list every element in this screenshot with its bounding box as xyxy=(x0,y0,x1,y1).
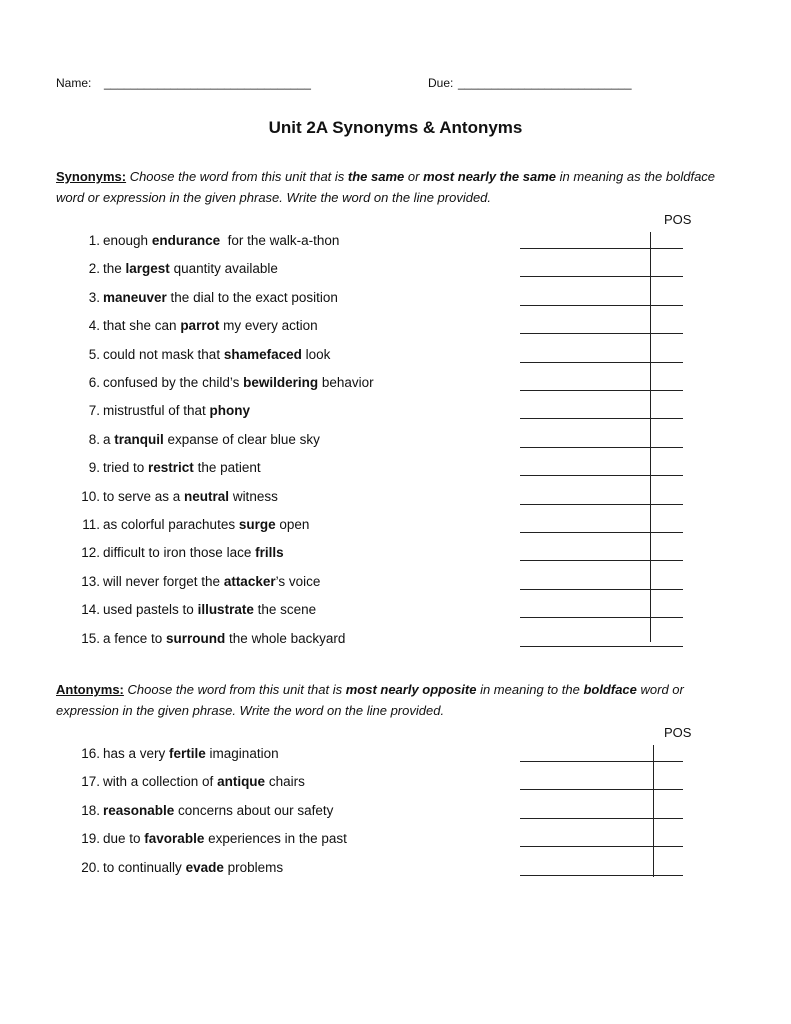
item-phrase-pre: enough xyxy=(103,233,152,248)
answer-line[interactable] xyxy=(520,617,683,618)
item-phrase-post: imagination xyxy=(205,746,279,761)
item-phrase-post: quantity available xyxy=(169,261,278,277)
item-phrase xyxy=(103,430,320,450)
item-boldface-word: phony xyxy=(209,403,251,419)
item-number: 5. xyxy=(88,346,100,362)
item-phrase-pre: a xyxy=(103,431,115,447)
item-number: 8. xyxy=(88,431,100,447)
item-phrase xyxy=(103,288,338,308)
item-phrase-post: ’s voice xyxy=(275,573,321,589)
item-phrase xyxy=(103,772,305,792)
antonyms-instr-d: boldface xyxy=(583,682,637,697)
item-phrase-pre: to continually xyxy=(103,859,186,875)
item-boldface-word: maneuver xyxy=(103,289,167,305)
due-label: Due: xyxy=(428,76,454,90)
item-phrase xyxy=(103,401,250,421)
antonyms-pos-label: POS xyxy=(664,725,692,740)
item-phrase-pre: used pastels to xyxy=(103,602,198,618)
synonyms-instructions xyxy=(56,166,736,208)
item-boldface-word: shamefaced xyxy=(223,346,302,362)
item-phrase-post: expanse of clear blue sky xyxy=(163,431,320,447)
item-phrase xyxy=(103,600,316,620)
item-phrase-post: the whole backyard xyxy=(225,630,346,646)
item-phrase-pre: tried to xyxy=(103,460,149,476)
answer-line[interactable] xyxy=(520,532,683,533)
item-boldface-word: largest xyxy=(125,261,170,277)
item-boldface-word: favorable xyxy=(144,831,205,847)
item-boldface-word: bewildering xyxy=(243,375,319,390)
antonyms-instructions xyxy=(56,679,736,721)
item-boldface-word: illustrate xyxy=(197,602,254,618)
item-number: 9. xyxy=(88,460,100,476)
answer-line[interactable] xyxy=(520,447,683,448)
name-label: Name: xyxy=(56,76,92,90)
item-phrase xyxy=(103,858,283,878)
answer-line[interactable] xyxy=(520,276,683,277)
item-number: 11. xyxy=(82,517,100,532)
answer-line[interactable] xyxy=(520,418,683,419)
item-boldface-word: surge xyxy=(238,517,276,532)
item-number: 7. xyxy=(88,403,100,419)
answer-line[interactable] xyxy=(520,362,683,363)
list-item xyxy=(56,458,516,478)
list-item xyxy=(56,829,516,849)
item-phrase xyxy=(103,629,345,649)
item-phrase-pre: to serve as a xyxy=(103,488,185,504)
item-phrase xyxy=(103,829,347,849)
antonyms-instr-b: most nearly opposite xyxy=(345,682,477,697)
item-number: 4. xyxy=(88,318,100,334)
answer-line[interactable] xyxy=(520,875,683,876)
item-phrase-post: problems xyxy=(223,859,284,875)
item-phrase-pre: will never forget the xyxy=(103,573,224,589)
due-field[interactable]: __________________________ xyxy=(458,76,632,90)
list-item xyxy=(56,515,516,535)
answer-line[interactable] xyxy=(520,646,683,647)
item-number: 10. xyxy=(81,488,100,504)
synonyms-instr-c: or xyxy=(404,169,424,184)
item-boldface-word: neutral xyxy=(184,488,230,504)
answer-line[interactable] xyxy=(520,333,683,334)
item-phrase-pre: difficult to iron those lace xyxy=(103,545,256,561)
item-phrase xyxy=(103,345,330,365)
answer-line[interactable] xyxy=(520,390,683,391)
item-number: 12. xyxy=(81,545,100,561)
answer-line[interactable] xyxy=(520,761,683,762)
item-phrase xyxy=(103,316,318,336)
answer-line[interactable] xyxy=(520,589,683,590)
item-phrase-pre: mistrustful of that xyxy=(103,403,210,419)
list-item xyxy=(56,401,516,421)
list-item xyxy=(56,543,516,563)
list-item xyxy=(56,572,516,592)
item-phrase xyxy=(103,487,278,507)
item-phrase-pre: could not mask that xyxy=(103,346,224,362)
item-phrase-pre: as colorful parachutes xyxy=(103,517,239,532)
item-phrase xyxy=(103,458,261,478)
list-item xyxy=(56,629,516,649)
item-number: 17. xyxy=(81,774,100,790)
item-phrase xyxy=(103,543,284,563)
item-boldface-word: surround xyxy=(166,630,226,646)
list-item xyxy=(56,231,516,251)
item-number: 19. xyxy=(81,831,100,847)
list-item xyxy=(56,600,516,620)
list-item xyxy=(56,316,516,336)
antonyms-pos-divider xyxy=(653,745,654,877)
item-boldface-word: restrict xyxy=(148,460,194,476)
item-phrase-post: the patient xyxy=(193,460,261,476)
item-phrase-pre: confused by the child’s xyxy=(103,375,244,390)
antonyms-instr-c: in meaning to the xyxy=(476,682,584,697)
item-phrase-post: the scene xyxy=(253,602,317,618)
synonyms-pos-divider xyxy=(650,232,651,642)
list-item xyxy=(56,858,516,878)
item-phrase-post: chairs xyxy=(265,774,305,790)
item-number: 13. xyxy=(81,573,100,589)
item-number: 1. xyxy=(88,233,100,248)
item-phrase-post: my every action xyxy=(219,318,318,334)
item-phrase-pre: that she can xyxy=(103,318,181,334)
item-phrase-post: open xyxy=(275,517,310,532)
answer-line[interactable] xyxy=(520,846,683,847)
list-item xyxy=(56,487,516,507)
item-phrase xyxy=(103,744,279,764)
antonyms-instr-e: word or expression in the given phrase. Write the word on the line provided. xyxy=(56,682,684,718)
item-boldface-word: endurance xyxy=(151,233,221,248)
item-phrase xyxy=(103,801,333,821)
list-item xyxy=(56,345,516,365)
item-phrase-post: concerns about our safety xyxy=(174,802,334,818)
item-phrase-pre: due to xyxy=(103,831,145,847)
answer-line[interactable] xyxy=(520,248,683,249)
item-phrase xyxy=(103,259,278,279)
item-boldface-word: attacker xyxy=(223,573,276,589)
item-phrase-pre: with a collection of xyxy=(103,774,218,790)
synonyms-instr-a: Choose the word from this unit that is xyxy=(126,169,348,184)
answer-line[interactable] xyxy=(520,475,683,476)
list-item xyxy=(56,772,516,792)
item-phrase xyxy=(103,515,309,535)
item-boldface-word: antique xyxy=(217,774,266,790)
list-item xyxy=(56,801,516,821)
item-number: 6. xyxy=(88,375,100,390)
item-boldface-word: reasonable xyxy=(103,802,175,818)
item-phrase-pre: a fence to xyxy=(103,630,167,646)
list-item xyxy=(56,430,516,450)
item-phrase-post: look xyxy=(301,346,331,362)
list-item xyxy=(56,744,516,764)
item-number: 2. xyxy=(88,261,100,277)
answer-line[interactable] xyxy=(520,504,683,505)
item-boldface-word: fertile xyxy=(169,746,206,761)
item-phrase-post: experiences in the past xyxy=(204,831,347,847)
item-phrase xyxy=(103,572,320,592)
item-phrase-post: behavior xyxy=(318,375,374,390)
list-item xyxy=(56,259,516,279)
antonyms-instr-a: Choose the word from this unit that is xyxy=(123,682,346,697)
item-number: 3. xyxy=(88,289,100,305)
synonyms-instr-e: in meaning as the boldface word or expression in the given phrase. Write the word on the line provided. xyxy=(56,169,716,205)
item-phrase-post: the dial to the exact position xyxy=(166,289,338,305)
antonyms-label: Antonyms: xyxy=(56,682,124,697)
item-boldface-word: tranquil xyxy=(114,431,164,447)
name-field[interactable]: _______________________________ xyxy=(104,76,311,90)
item-number: 20. xyxy=(81,859,100,875)
list-item xyxy=(56,288,516,308)
synonyms-instr-d: most nearly the same xyxy=(423,169,557,184)
item-number: 14. xyxy=(81,602,100,618)
item-phrase-post: for the walk-a-thon xyxy=(220,233,340,248)
item-number: 16. xyxy=(81,746,100,761)
item-number: 18. xyxy=(81,802,100,818)
item-boldface-word: parrot xyxy=(180,318,220,334)
item-boldface-word: evade xyxy=(185,859,224,875)
answer-line[interactable] xyxy=(520,818,683,819)
item-phrase-post: witness xyxy=(229,488,278,504)
item-phrase xyxy=(103,373,374,393)
item-boldface-word: frills xyxy=(255,545,284,561)
answer-line[interactable] xyxy=(520,789,683,790)
list-item xyxy=(56,373,516,393)
synonyms-pos-label: POS xyxy=(664,212,692,227)
item-phrase-pre: the xyxy=(103,261,126,277)
synonyms-label: Synonyms: xyxy=(56,169,127,184)
page-title: Unit 2A Synonyms & Antonyms xyxy=(268,118,523,137)
answer-line[interactable] xyxy=(520,560,683,561)
item-phrase-pre: has a very xyxy=(103,746,170,761)
item-phrase xyxy=(103,231,339,251)
synonyms-instr-b: the same xyxy=(347,169,405,184)
answer-line[interactable] xyxy=(520,305,683,306)
item-number: 15. xyxy=(81,630,100,646)
